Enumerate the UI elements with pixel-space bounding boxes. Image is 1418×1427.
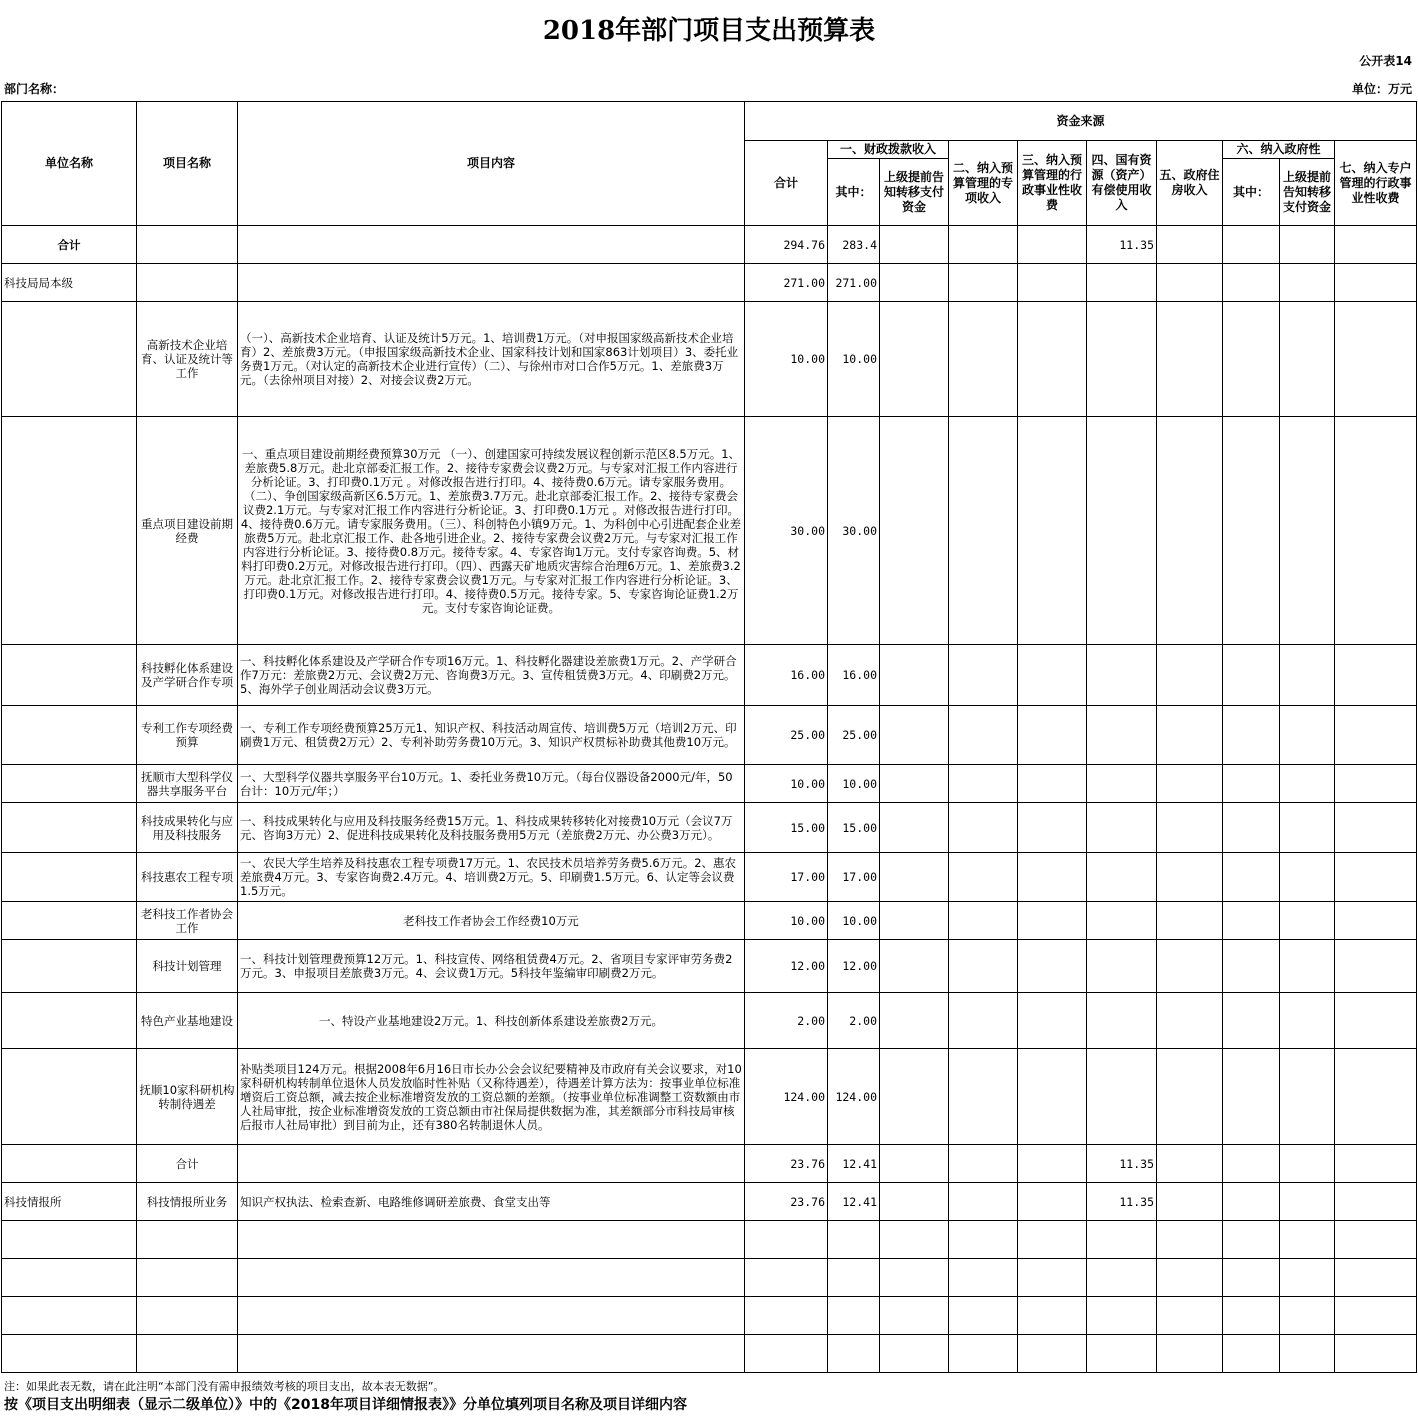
gov-fund-cell bbox=[1223, 1259, 1280, 1297]
fiscal-advance-cell bbox=[880, 1049, 949, 1145]
content-cell: 知识产权执法、检索查新、电路维修调研差旅费、食堂支出等 bbox=[238, 1183, 745, 1221]
fiscal-cell bbox=[828, 1297, 880, 1335]
admin-cell bbox=[1018, 940, 1087, 993]
gov-advance-cell bbox=[1280, 417, 1335, 645]
account-cell bbox=[1335, 1183, 1417, 1221]
housing-cell bbox=[1157, 993, 1223, 1049]
gov-advance-cell bbox=[1280, 765, 1335, 803]
gov-advance-cell bbox=[1280, 1297, 1335, 1335]
content-cell bbox=[238, 1259, 745, 1297]
fiscal-advance-cell bbox=[880, 1145, 949, 1183]
special-cell bbox=[949, 706, 1018, 765]
content-cell bbox=[238, 1335, 745, 1373]
assets-cell bbox=[1087, 1221, 1157, 1259]
unit-cell bbox=[2, 765, 137, 803]
unit-cell: 科技情报所 bbox=[2, 1183, 137, 1221]
account-cell bbox=[1335, 1145, 1417, 1183]
housing-cell bbox=[1157, 645, 1223, 706]
header-fiscal-of-which: 其中： bbox=[828, 159, 880, 226]
fiscal-cell: 10.00 bbox=[828, 765, 880, 803]
header-gov-fund: 六、纳入政府性 bbox=[1223, 141, 1335, 159]
fiscal-advance-cell bbox=[880, 1259, 949, 1297]
gov-fund-cell bbox=[1223, 417, 1280, 645]
special-cell bbox=[949, 264, 1018, 302]
content-cell bbox=[238, 264, 745, 302]
special-cell bbox=[949, 1259, 1018, 1297]
account-cell bbox=[1335, 226, 1417, 264]
gov-advance-cell bbox=[1280, 1183, 1335, 1221]
total-cell: 30.00 bbox=[745, 417, 828, 645]
fiscal-advance-cell bbox=[880, 1335, 949, 1373]
gov-fund-cell bbox=[1223, 302, 1280, 417]
fiscal-cell: 271.00 bbox=[828, 264, 880, 302]
fiscal-cell: 30.00 bbox=[828, 417, 880, 645]
total-cell: 23.76 bbox=[745, 1145, 828, 1183]
housing-cell bbox=[1157, 765, 1223, 803]
unit-cell bbox=[2, 1221, 137, 1259]
admin-cell bbox=[1018, 226, 1087, 264]
gov-fund-cell bbox=[1223, 1297, 1280, 1335]
header-gov-advance: 上级提前告知转移支付资金 bbox=[1280, 159, 1335, 226]
content-cell: 一、科技孵化体系建设及产学研合作专项16万元。1、科技孵化器建设差旅费1万元。2、产学研合作7万元：差旅费2万元、会议费2万元、咨询费3万元。3、宣传租赁费3万元。4、印刷费2万元。5、海外学子创业周活动会议费3万元。 bbox=[238, 645, 745, 706]
special-cell bbox=[949, 645, 1018, 706]
total-cell: 17.00 bbox=[745, 853, 828, 902]
assets-cell bbox=[1087, 302, 1157, 417]
account-cell bbox=[1335, 264, 1417, 302]
header-project-content: 项目内容 bbox=[238, 102, 745, 226]
admin-cell bbox=[1018, 902, 1087, 940]
assets-cell: 11.35 bbox=[1087, 226, 1157, 264]
table-row bbox=[2, 645, 1417, 706]
fiscal-advance-cell bbox=[880, 706, 949, 765]
fiscal-advance-cell bbox=[880, 993, 949, 1049]
content-cell: 一、农民大学生培养及科技惠农工程专项费17万元。1、农民技术员培养劳务费5.6万元。2、惠农差旅费4万元。3、专家咨询费2.4万元。4、培训费2万元。5、印刷费1.5万元。6、认定等会议费1.5万元。 bbox=[238, 853, 745, 902]
assets-cell bbox=[1087, 993, 1157, 1049]
housing-cell bbox=[1157, 1259, 1223, 1297]
fiscal-cell: 25.00 bbox=[828, 706, 880, 765]
unit-cell bbox=[2, 302, 137, 417]
header-state-assets: 四、国有资源（资产）有偿使用收入 bbox=[1087, 141, 1157, 226]
fiscal-advance-cell bbox=[880, 853, 949, 902]
fiscal-advance-cell bbox=[880, 226, 949, 264]
housing-cell bbox=[1157, 902, 1223, 940]
total-cell bbox=[745, 1259, 828, 1297]
special-cell bbox=[949, 1297, 1018, 1335]
admin-cell bbox=[1018, 1297, 1087, 1335]
fiscal-cell: 10.00 bbox=[828, 902, 880, 940]
fiscal-cell: 2.00 bbox=[828, 993, 880, 1049]
admin-cell bbox=[1018, 1221, 1087, 1259]
fiscal-advance-cell bbox=[880, 645, 949, 706]
unit-cell bbox=[2, 417, 137, 645]
special-cell bbox=[949, 940, 1018, 993]
fiscal-cell: 16.00 bbox=[828, 645, 880, 706]
gov-advance-cell bbox=[1280, 226, 1335, 264]
project-cell: 抚顺市大型科学仪器共享服务平台 bbox=[137, 765, 238, 803]
account-cell bbox=[1335, 1335, 1417, 1373]
header-admin: 三、纳入预算管理的行政事业性收费 bbox=[1018, 141, 1087, 226]
total-cell: 12.00 bbox=[745, 940, 828, 993]
housing-cell bbox=[1157, 417, 1223, 645]
table-note: 注：如果此表无数，请在此注明“本部门没有需申报绩效考核的项目支出，故本表无数据”。 bbox=[4, 1380, 445, 1393]
special-cell bbox=[949, 226, 1018, 264]
account-cell bbox=[1335, 417, 1417, 645]
gov-fund-cell bbox=[1223, 993, 1280, 1049]
fiscal-advance-cell bbox=[880, 1297, 949, 1335]
content-cell: 一、重点项目建设前期经费预算30万元 （一）、创建国家可持续发展议程创新示范区8.5万元。1、差旅费5.8万元。赴北京部委汇报工作。2、接待专家费会议费2万元。与专家对汇报工作内容进行分析论证。3、打印费0.1万元 。对修改报告进行打印。4、接待费0.6万元。请专家服务费用。 （二）、争创国家级高新区6.5万元。1、差旅费3.7万元。赴北京部委汇报工作。2、接待专家费会议费2.1万元。与专家对汇报工作内容进行分析论证。3、打印费0.1万元 。对修改报告进行打印。4、接待费0.6万元。请专家服务费用。（三）、科创特色小镇9万元。1、为科创中心引进配套企业差旅费5万元。赴北京汇报工作、赴各地引进企业。2、接待专家费会议费2万元。与专家对汇报工作内容进行分析论证。3、接待费0.8万元。接待专家。4、专家咨询1万元。支付专家咨询费。5、材料打印费0.2万元。对修改报告进行打印。（四）、西露天矿地质灾害综合治理6万元。1、差旅费3.2万元。赴北京汇报工作。2、接待专家费会议费1万元。与专家对汇报工作内容进行分析论证。3、打印费0.1万元。对修改报告进行打印。4、接待费0.5万元。接待专家。5、专家咨询论证费1.2万元。支付专家咨询论证费。 bbox=[238, 417, 745, 645]
content-cell: 一、大型科学仪器共享服务平台10万元。1、委托业务费10万元。（每台仪器设备2000元/年，50台计：10万元/年；） bbox=[238, 765, 745, 803]
fiscal-advance-cell bbox=[880, 765, 949, 803]
account-cell bbox=[1335, 1297, 1417, 1335]
project-cell: 老科技工作者协会工作 bbox=[137, 902, 238, 940]
fiscal-advance-cell bbox=[880, 803, 949, 853]
table-row bbox=[2, 940, 1417, 993]
special-cell bbox=[949, 417, 1018, 645]
assets-cell bbox=[1087, 417, 1157, 645]
assets-cell bbox=[1087, 902, 1157, 940]
housing-cell bbox=[1157, 1297, 1223, 1335]
total-cell: 15.00 bbox=[745, 803, 828, 853]
table-row bbox=[2, 1259, 1417, 1297]
gov-advance-cell bbox=[1280, 706, 1335, 765]
admin-cell bbox=[1018, 1259, 1087, 1297]
gov-advance-cell bbox=[1280, 902, 1335, 940]
account-cell bbox=[1335, 765, 1417, 803]
admin-cell bbox=[1018, 264, 1087, 302]
gov-fund-cell bbox=[1223, 1221, 1280, 1259]
fiscal-advance-cell bbox=[880, 1183, 949, 1221]
admin-cell bbox=[1018, 993, 1087, 1049]
unit-cell bbox=[2, 1259, 137, 1297]
admin-cell bbox=[1018, 803, 1087, 853]
project-cell bbox=[137, 1297, 238, 1335]
total-cell: 23.76 bbox=[745, 1183, 828, 1221]
total-cell: 271.00 bbox=[745, 264, 828, 302]
unit-cell bbox=[2, 1145, 137, 1183]
fiscal-cell: 124.00 bbox=[828, 1049, 880, 1145]
fiscal-advance-cell bbox=[880, 264, 949, 302]
total-cell: 124.00 bbox=[745, 1049, 828, 1145]
admin-cell bbox=[1018, 765, 1087, 803]
fiscal-cell: 12.41 bbox=[828, 1145, 880, 1183]
admin-cell bbox=[1018, 1335, 1087, 1373]
gov-advance-cell bbox=[1280, 993, 1335, 1049]
assets-cell bbox=[1087, 853, 1157, 902]
account-cell bbox=[1335, 1221, 1417, 1259]
unit-cell bbox=[2, 1049, 137, 1145]
project-cell bbox=[137, 1221, 238, 1259]
assets-cell bbox=[1087, 1335, 1157, 1373]
header-fiscal-advance: 上级提前告知转移支付资金 bbox=[880, 159, 949, 226]
unit-cell bbox=[2, 940, 137, 993]
project-cell: 科技孵化体系建设及产学研合作专项 bbox=[137, 645, 238, 706]
housing-cell bbox=[1157, 1221, 1223, 1259]
account-cell bbox=[1335, 1259, 1417, 1297]
department-label: 部门名称： bbox=[4, 82, 65, 96]
account-cell bbox=[1335, 940, 1417, 993]
gov-fund-cell bbox=[1223, 1335, 1280, 1373]
admin-cell bbox=[1018, 645, 1087, 706]
gov-fund-cell bbox=[1223, 940, 1280, 993]
header-special: 二、纳入预算管理的专项收入 bbox=[949, 141, 1018, 226]
unit-cell bbox=[2, 803, 137, 853]
housing-cell bbox=[1157, 264, 1223, 302]
fiscal-advance-cell bbox=[880, 1221, 949, 1259]
table-row bbox=[2, 1221, 1417, 1259]
header-gov-of-which: 其中： bbox=[1223, 159, 1280, 226]
header-housing: 五、政府住房收入 bbox=[1157, 141, 1223, 226]
fiscal-cell: 15.00 bbox=[828, 803, 880, 853]
special-cell bbox=[949, 993, 1018, 1049]
table-row bbox=[2, 226, 1417, 264]
housing-cell bbox=[1157, 853, 1223, 902]
header-funding-source: 资金来源 bbox=[745, 102, 1417, 141]
special-cell bbox=[949, 853, 1018, 902]
table-row bbox=[2, 1297, 1417, 1335]
table-row bbox=[2, 1145, 1417, 1183]
project-cell: 科技惠农工程专项 bbox=[137, 853, 238, 902]
account-cell bbox=[1335, 803, 1417, 853]
content-cell: （一）、高新技术企业培育、认证及统计5万元。1、培训费1万元。（对申报国家级高新技术企业培育）2、差旅费3万元。（申报国家级高新技术企业、国家科技计划和国家863计划项目）3、委托业务费1万元。（对认定的高新技术企业进行宣传）（二）、与徐州市对口合作5万元。1、差旅费3万元。（去徐州项目对接）2、对接会议费2万元。 bbox=[238, 302, 745, 417]
gov-fund-cell bbox=[1223, 264, 1280, 302]
assets-cell: 11.35 bbox=[1087, 1145, 1157, 1183]
total-cell: 16.00 bbox=[745, 645, 828, 706]
gov-advance-cell bbox=[1280, 1335, 1335, 1373]
content-cell bbox=[238, 1297, 745, 1335]
assets-cell bbox=[1087, 1297, 1157, 1335]
gov-fund-cell bbox=[1223, 803, 1280, 853]
total-cell: 10.00 bbox=[745, 902, 828, 940]
gov-fund-cell bbox=[1223, 765, 1280, 803]
project-cell bbox=[137, 226, 238, 264]
table-body bbox=[2, 226, 1417, 1373]
unit-cell: 科技局局本级 bbox=[2, 264, 137, 302]
special-cell bbox=[949, 765, 1018, 803]
table-row bbox=[2, 993, 1417, 1049]
admin-cell bbox=[1018, 1183, 1087, 1221]
table-row bbox=[2, 302, 1417, 417]
special-cell bbox=[949, 1049, 1018, 1145]
table-row bbox=[2, 1335, 1417, 1373]
special-cell bbox=[949, 1145, 1018, 1183]
special-cell bbox=[949, 902, 1018, 940]
fiscal-advance-cell bbox=[880, 940, 949, 993]
unit-cell bbox=[2, 1297, 137, 1335]
unit-cell bbox=[2, 706, 137, 765]
content-cell: 一、专利工作专项经费预算25万元1、知识产权、科技活动周宣传、培训费5万元（培训2万元、印刷费1万元、租赁费2万元）2、专利补助劳务费10万元。3、知识产权贯标补助费其他费10万元。 bbox=[238, 706, 745, 765]
fiscal-cell bbox=[828, 1259, 880, 1297]
table-row bbox=[2, 853, 1417, 902]
account-cell bbox=[1335, 645, 1417, 706]
unit-cell: 合计 bbox=[2, 226, 137, 264]
table-row bbox=[2, 902, 1417, 940]
special-cell bbox=[949, 803, 1018, 853]
content-cell: 一、特设产业基地建设2万元。1、科技创新体系建设差旅费2万元。 bbox=[238, 993, 745, 1049]
housing-cell bbox=[1157, 1049, 1223, 1145]
table-tag: 公开表14 bbox=[1359, 54, 1412, 68]
assets-cell bbox=[1087, 803, 1157, 853]
table-row bbox=[2, 765, 1417, 803]
assets-cell bbox=[1087, 264, 1157, 302]
gov-fund-cell bbox=[1223, 1145, 1280, 1183]
account-cell bbox=[1335, 706, 1417, 765]
gov-fund-cell bbox=[1223, 1049, 1280, 1145]
account-cell bbox=[1335, 853, 1417, 902]
admin-cell bbox=[1018, 417, 1087, 645]
project-cell: 科技成果转化与应用及科技服务 bbox=[137, 803, 238, 853]
special-cell bbox=[949, 1221, 1018, 1259]
assets-cell bbox=[1087, 706, 1157, 765]
special-cell bbox=[949, 302, 1018, 417]
content-cell bbox=[238, 1145, 745, 1183]
unit-cell bbox=[2, 993, 137, 1049]
table-row bbox=[2, 417, 1417, 645]
fiscal-advance-cell bbox=[880, 417, 949, 645]
header-fiscal-account: 七、纳入专户管理的行政事业性收费 bbox=[1335, 141, 1417, 226]
gov-fund-cell bbox=[1223, 645, 1280, 706]
fiscal-advance-cell bbox=[880, 302, 949, 417]
header-project-name: 项目名称 bbox=[137, 102, 238, 226]
total-cell: 294.76 bbox=[745, 226, 828, 264]
table-header bbox=[2, 102, 1417, 226]
fiscal-cell: 10.00 bbox=[828, 302, 880, 417]
project-cell: 高新技术企业培育、认证及统计等工作 bbox=[137, 302, 238, 417]
assets-cell bbox=[1087, 765, 1157, 803]
project-cell: 特色产业基地建设 bbox=[137, 993, 238, 1049]
account-cell bbox=[1335, 1049, 1417, 1145]
admin-cell bbox=[1018, 1049, 1087, 1145]
housing-cell bbox=[1157, 940, 1223, 993]
project-cell: 专利工作专项经费预算 bbox=[137, 706, 238, 765]
account-cell bbox=[1335, 993, 1417, 1049]
table-row bbox=[2, 264, 1417, 302]
table-row bbox=[2, 1183, 1417, 1221]
gov-advance-cell bbox=[1280, 853, 1335, 902]
total-cell bbox=[745, 1297, 828, 1335]
housing-cell bbox=[1157, 803, 1223, 853]
admin-cell bbox=[1018, 853, 1087, 902]
unit-label: 单位：万元 bbox=[1351, 82, 1412, 96]
total-cell: 10.00 bbox=[745, 302, 828, 417]
fiscal-cell: 283.4 bbox=[828, 226, 880, 264]
project-cell: 抚顺10家科研机构转制待遇差 bbox=[137, 1049, 238, 1145]
header-unit-name: 单位名称 bbox=[2, 102, 137, 226]
admin-cell bbox=[1018, 1145, 1087, 1183]
unit-cell bbox=[2, 645, 137, 706]
total-cell: 2.00 bbox=[745, 993, 828, 1049]
account-cell bbox=[1335, 902, 1417, 940]
content-cell: 一、科技计划管理费预算12万元。1、科技宣传、网络租赁费4万元。2、省项目专家评审劳务费2万元。3、申报项目差旅费3万元。4、会议费1万元。5科技年鉴编审印刷费2万元。 bbox=[238, 940, 745, 993]
housing-cell bbox=[1157, 226, 1223, 264]
page-title: 2018年部门项目支出预算表 bbox=[542, 16, 876, 46]
project-cell: 科技情报所业务 bbox=[137, 1183, 238, 1221]
gov-advance-cell bbox=[1280, 1259, 1335, 1297]
admin-cell bbox=[1018, 706, 1087, 765]
project-cell: 科技计划管理 bbox=[137, 940, 238, 993]
gov-fund-cell bbox=[1223, 1183, 1280, 1221]
gov-fund-cell bbox=[1223, 706, 1280, 765]
housing-cell bbox=[1157, 1145, 1223, 1183]
fiscal-cell: 12.00 bbox=[828, 940, 880, 993]
admin-cell bbox=[1018, 302, 1087, 417]
content-cell: 补贴类项目124万元。根据2008年6月16日市长办公会会议纪要精神及市政府有关会议要求，对10家科研机构转制单位退休人员发放临时性补贴（又称待遇差），待遇差计算方法为：按事业单位标准增资后工资总额，减去按企业标准增资发放的工资总额的差额。（按事业单位标准调整工资数额由市人社局审批，按企业标准增资发放的工资总额由市社保局提供数据为准，其差额部分市科技局审核后报市人社局审批）到目前为止，还有380名转制退休人员。 bbox=[238, 1049, 745, 1145]
housing-cell bbox=[1157, 706, 1223, 765]
total-cell: 25.00 bbox=[745, 706, 828, 765]
table-row bbox=[2, 706, 1417, 765]
account-cell bbox=[1335, 302, 1417, 417]
project-cell bbox=[137, 1335, 238, 1373]
assets-cell bbox=[1087, 1259, 1157, 1297]
gov-advance-cell bbox=[1280, 1145, 1335, 1183]
total-cell: 10.00 bbox=[745, 765, 828, 803]
header-fiscal: 一、财政拨款收入 bbox=[828, 141, 949, 159]
assets-cell: 11.35 bbox=[1087, 1183, 1157, 1221]
content-cell bbox=[238, 226, 745, 264]
gov-fund-cell bbox=[1223, 853, 1280, 902]
housing-cell bbox=[1157, 1335, 1223, 1373]
fiscal-cell bbox=[828, 1335, 880, 1373]
gov-advance-cell bbox=[1280, 803, 1335, 853]
table-row bbox=[2, 803, 1417, 853]
fiscal-cell: 17.00 bbox=[828, 853, 880, 902]
fiscal-cell bbox=[828, 1221, 880, 1259]
gov-advance-cell bbox=[1280, 645, 1335, 706]
project-cell bbox=[137, 264, 238, 302]
unit-cell bbox=[2, 853, 137, 902]
unit-cell bbox=[2, 902, 137, 940]
content-cell: 老科技工作者协会工作经费10万元 bbox=[238, 902, 745, 940]
assets-cell bbox=[1087, 645, 1157, 706]
table-row bbox=[2, 1049, 1417, 1145]
assets-cell bbox=[1087, 1049, 1157, 1145]
total-cell bbox=[745, 1221, 828, 1259]
assets-cell bbox=[1087, 940, 1157, 993]
project-cell bbox=[137, 1259, 238, 1297]
total-cell bbox=[745, 1335, 828, 1373]
project-cell: 合计 bbox=[137, 1145, 238, 1183]
fiscal-cell: 12.41 bbox=[828, 1183, 880, 1221]
housing-cell bbox=[1157, 1183, 1223, 1221]
footer-instruction: 按《项目支出明细表（显示二级单位）》中的《2018年项目详细情报表》》分单位填列项目名称及项目详细内容 bbox=[4, 1397, 687, 1413]
special-cell bbox=[949, 1183, 1018, 1221]
gov-advance-cell bbox=[1280, 940, 1335, 993]
gov-advance-cell bbox=[1280, 1221, 1335, 1259]
special-cell bbox=[949, 1335, 1018, 1373]
header-total: 合计 bbox=[745, 141, 828, 226]
budget-table bbox=[1, 101, 1417, 1373]
housing-cell bbox=[1157, 302, 1223, 417]
content-cell bbox=[238, 1221, 745, 1259]
gov-advance-cell bbox=[1280, 1049, 1335, 1145]
content-cell: 一、科技成果转化与应用及科技服务经费15万元。1、科技成果转移转化对接费10万元（会议7万元、咨询3万元）2、促进科技成果转化及科技服务费用5万元（差旅费2万元、办公费3万元）。 bbox=[238, 803, 745, 853]
gov-fund-cell bbox=[1223, 226, 1280, 264]
project-cell: 重点项目建设前期经费 bbox=[137, 417, 238, 645]
gov-advance-cell bbox=[1280, 302, 1335, 417]
gov-fund-cell bbox=[1223, 902, 1280, 940]
unit-cell bbox=[2, 1335, 137, 1373]
gov-advance-cell bbox=[1280, 264, 1335, 302]
fiscal-advance-cell bbox=[880, 902, 949, 940]
